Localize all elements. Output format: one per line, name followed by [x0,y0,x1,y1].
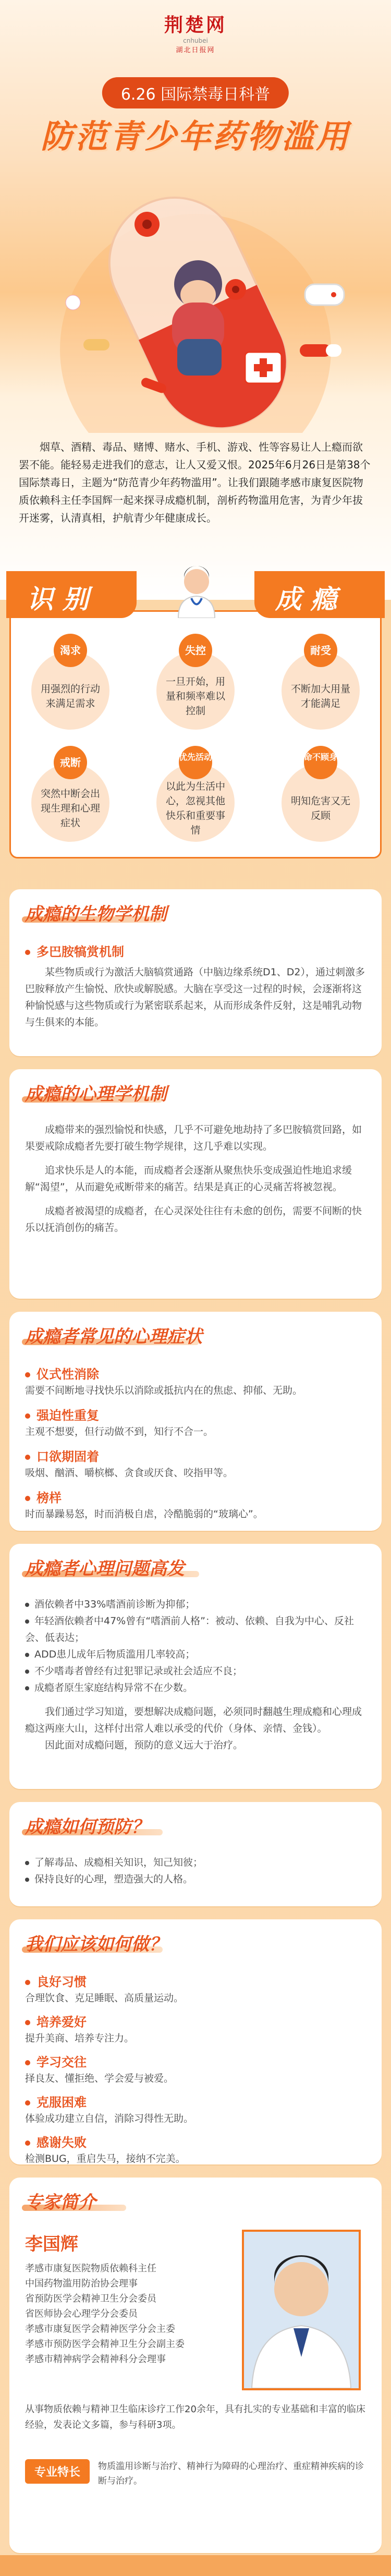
issues-bullet: 酒依赖者中33%嗜酒前诊断为抑郁； [25,1596,366,1613]
expert-role: 中国药物滥用防治协会理事 [25,2278,138,2289]
symptom-head: 仪式性消除 [25,1364,366,1382]
page-title: 防范青少年药物滥用 [40,117,350,155]
issues-paragraph: 我们通过学习知道，要想解决成瘾问题，必须同时翻越生理成瘾和心理成瘾这两座大山，这样付出常人难以承受的代价（身体、亲情、金钱）。 [25,1706,362,1734]
issues-bullet: 成瘾者原生家庭结构异常不在少数。 [25,1679,366,1696]
identify-banner [6,571,385,618]
identify-tag: 渴求 [54,634,87,667]
identify-right-tab [254,571,385,618]
identify-tag: 优先活动 [179,746,212,779]
identify-text: 以此为生活中心，忽视其他快乐和重要事情 [156,764,235,842]
identify-item [154,746,237,842]
expert-role: 孝感市康复医学会精神医学分会主委 [25,2324,175,2335]
symptoms-title: 成瘾者常见的心理症状 [25,1326,202,1347]
bio-card [9,889,382,1056]
prevent-card [9,1802,382,1906]
expert-role: 孝感市预防医学会精神卫生分会副主委 [25,2339,185,2350]
header-area [0,0,391,600]
expert-card [9,2178,382,2553]
psy-paragraph: 成瘾者被渴望的成瘾者，在心灵深处往往有未愈的创伤，需要不间断的快乐以抚消创伤的痛苦。 [25,1205,362,1233]
identify-right-word: 成瘾 [275,584,346,614]
todo-head: 培养爱好 [25,2012,366,2030]
todo-text: 提升美商、培养专注力。 [25,2033,135,2044]
expert-desc: 从事物质依赖与精神卫生临床诊疗工作20余年，具有扎实的专业基础和丰富的临床经验，发表论文多篇，参与科研3项。 [25,2404,365,2430]
todo-title: 我们应该如何做？ [25,1934,167,1955]
expert-roles [25,2261,244,2367]
symptom-text: 主观不想要，但行动做不到，知行不合一。 [25,1426,214,1437]
doctor-icon [173,566,220,618]
expert-photo [242,2230,361,2390]
identify-left-word: 识别 [27,584,98,614]
prevent-bullet: 保持良好的心理，塑造强大的人格。 [25,1871,366,1888]
identify-item [279,746,362,842]
issues-paragraph: 因此面对成瘾问题，预防的意义远大于治疗。 [45,1739,243,1751]
psy-paragraph: 追求快乐是人的本能，而成瘾者会逐渐从聚焦快乐变成强迫性地追求缓解“渴望”，从而避免戒断带来的痛苦。结果是真正的心灵痛苦将被忽视。 [25,1165,352,1193]
specialty-label: 专业特长 [25,2459,90,2484]
identify-item [29,634,112,730]
todo-head: 良好习惯 [25,1972,366,1990]
issues-bullet: ADD患儿成年后物质滥用几率较高； [25,1646,366,1663]
identify-tag: 命不顾身 [304,746,337,779]
portrait-icon [244,2232,359,2388]
symptom-head: 榜样 [25,1487,366,1506]
prevent-title: 成瘾如何预防？ [25,1817,149,1837]
issues-title: 成瘾者心理问题高发 [25,1558,185,1579]
identify-tag: 耐受 [304,634,337,667]
expert-role: 孝感市精神病学会精神科分会理事 [25,2354,166,2365]
identify-left-tab [6,571,137,618]
footer-strip [0,2555,391,2576]
symptom-text: 吸烟、酗酒、嚼槟榔、贪食或厌食、咬指甲等。 [25,1467,234,1479]
symptom-text: 时而暴躁易怒，时而消极自虐，冷酷脆弱的“玻璃心”。 [25,1508,263,1520]
specialty-text: 物质滥用诊断与治疗、精神行为障碍的心理治疗、重症精神疾病的诊断与治疗。 [98,2461,364,2486]
identify-tag: 戒断 [54,746,87,779]
identify-text: 明知危害又无反顾 [282,764,360,842]
expert-role: 省医师协会心理学分会委员 [25,2308,138,2319]
bio-title: 成瘾的生物学机制 [25,904,167,925]
psy-paragraph: 成瘾带来的强烈愉悦和快感，几乎不可避免地劫持了多巴胺犒赏回路，如果要戒除成瘾者先要打破生物学规律，这几乎难以实现。 [25,1124,362,1152]
date-pill: 6.26 国际禁毒日科普 [102,77,289,108]
symptom-head: 强迫性重复 [25,1405,366,1423]
identify-tag: 失控 [179,634,212,667]
issues-bullet: 不少嗜毒者曾经有过犯罪记录或社会适应不良； [25,1663,366,1679]
issues-bullet: 年轻酒依赖者中47%曾有“嗜酒前人格”：被动、依赖、自我为中心、反社会、低表达； [25,1613,366,1646]
identify-text: 不断加大用量才能满足 [282,651,360,730]
issues-card [9,1544,382,1789]
bio-text: 某些物质或行为激活大脑犒赏通路（中脑边缘系统D1、D2），通过刺激多巴胺释放产生愉悦、欣快或解脱感。大脑在享受这一过程的时候，会逐渐将这种愉悦感与这些物质或行为紧密联系起来，从而形成条件反射，这是哺乳动物与生俱来的本能。 [25,966,365,1028]
identify-text: 用强烈的行动来满足需求 [31,651,109,730]
identify-text: 突然中断会出现生理和心理症状 [31,764,109,842]
todo-head: 感谢失败 [25,2132,366,2150]
hero-illustration [0,172,391,433]
bio-subtitle: 多巴胺犒赏机制 [25,941,366,960]
todo-head: 克服困难 [25,2092,366,2110]
identify-item [29,746,112,842]
identify-item [279,634,362,730]
logo-main: 荆楚网 [164,14,227,36]
psy-card [9,1069,382,1299]
symptom-head: 口欲期固着 [25,1446,366,1465]
site-logo[interactable] [136,10,255,54]
expert-role: 省预防医学会精神卫生分会委员 [25,2293,156,2304]
logo-sub: cnhubei [183,37,208,44]
psy-title: 成瘾的心理学机制 [25,1084,167,1105]
todo-text: 择良友、懂拒绝、学会爱与被爱。 [25,2073,174,2084]
symptoms-card [9,1312,382,1531]
todo-text: 检测BUG，重启失马，接纳不完美。 [25,2153,186,2164]
todo-text: 体验成功建立自信，消除习得性无助。 [25,2113,194,2124]
todo-text: 合理饮食、克足睡眠、高质量运动。 [25,1992,184,2004]
todo-card [9,1919,382,2164]
expert-role: 孝感市康复医院物质依赖科主任 [25,2263,156,2274]
prevent-bullet: 了解毒品、成瘾相关知识，知己知彼； [25,1854,366,1871]
symptom-text: 需要不间断地寻找快乐以消除或抵抗内在的焦虑、抑郁、无助。 [25,1385,303,1396]
identify-item [154,634,237,730]
logo-sub2: 湖北日报网 [176,46,215,54]
todo-head: 学习交往 [25,2052,366,2070]
expert-name: 李国辉 [25,2234,78,2255]
expert-title: 专家简介 [25,2192,96,2213]
intro-text: 烟草、酒精、毒品、赌博、赌水、手机、游戏、性等容易让人上瘾而欲罢不能。能轻易走进我们的意志，让人又爱又恨。2025年6月26日是第38个国际禁毒日，主题为“防范青少年药物滥用”。让我们跟随孝感市康复医院物质依赖科主任李国辉一起来探寻成瘾机制，剖析药物滥用危害，为青少年拔开迷雾，认清真相，护航青少年健康成长。 [19,441,371,524]
identify-text: 一旦开始，用量和频率难以控制 [156,651,235,730]
